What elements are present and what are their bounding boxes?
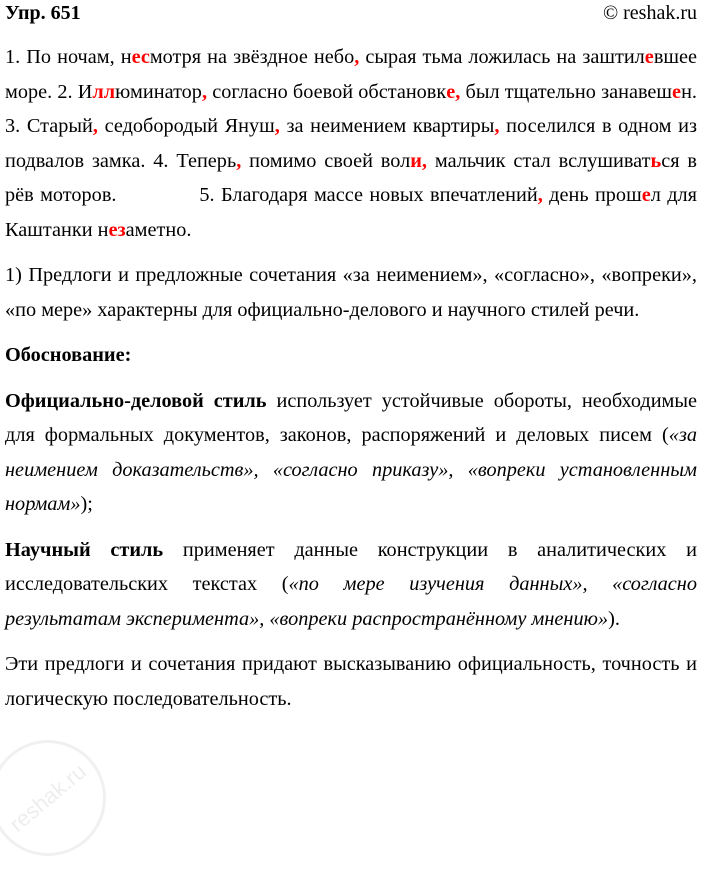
text-segment: помимо своей вол [241, 149, 411, 172]
highlighted-letter: е, [446, 80, 461, 103]
highlighted-letter: , [236, 149, 242, 172]
page-header [5, 0, 697, 30]
highlighted-letter: , [537, 184, 543, 206]
text-segment: юминатор [115, 80, 202, 103]
text-segment: сырая тьма ложилась на заштил [359, 46, 645, 68]
exercise-text [5, 40, 697, 247]
text-segment: л для Каштанки н [5, 184, 697, 241]
text-segment: мотря на звёздное небо [149, 46, 355, 68]
document-body [5, 40, 697, 727]
highlighted-letter: , [92, 115, 98, 137]
highlighted-letter: , [274, 115, 280, 137]
text-segment: седобородый Януш [97, 115, 275, 137]
justification-heading: Обоснование: [5, 344, 132, 366]
watermark-logo: reshak.ru [0, 716, 130, 879]
text-segment: за неимением квартиры [279, 115, 495, 137]
text-segment: вшее море. 2. И [5, 46, 698, 103]
text: использует устойчивые обороты, необходимые для формальных документов, законов, распоряжений и деловых писем ( [5, 389, 698, 446]
highlighted-letter: лл [92, 80, 116, 103]
highlighted-letter: , [354, 46, 360, 68]
highlighted-letter: ь [650, 149, 662, 172]
text-segment: 1. По ночам, н [5, 46, 132, 68]
text: применяет данные конструкции в аналитических и исследовательских текстах ( [5, 538, 697, 595]
answer-1: 1) Предлоги и предложные сочетания «за неимением», «согласно», «вопреки», «по мере» характерны для официально-делового и научного стилей речи. [5, 264, 697, 321]
text: ). [608, 607, 620, 630]
highlighted-letter: е [672, 80, 682, 103]
term: Научный стиль [5, 538, 164, 561]
term: Официально-деловой стиль [5, 389, 267, 412]
text-segment: день прош [542, 184, 642, 206]
exercise-title: Упр. 651 [5, 2, 81, 24]
text-segment: согласно боевой обстановк [207, 80, 447, 103]
scientific-style-paragraph [5, 533, 697, 637]
text-segment: был тщательно занавеш [460, 80, 673, 103]
highlighted-letter: ез [108, 218, 126, 241]
highlighted-letter: , [494, 115, 500, 137]
highlighted-letter: ес [131, 46, 150, 68]
highlighted-letter: и, [410, 149, 428, 172]
highlighted-letter: , [201, 80, 208, 103]
text-segment: аметно. [125, 218, 192, 241]
highlighted-letter: е [641, 184, 651, 206]
examples: «по мере изучения данных», «согласно результатам эксперимента», «вопреки распространённому мнению» [5, 573, 698, 630]
official-style-paragraph [5, 384, 697, 522]
highlighted-letter: е [644, 46, 654, 68]
text-segment: н. 3. Старый [5, 80, 697, 137]
copyright: © reshak.ru [602, 2, 697, 24]
conclusion: Эти предлоги и сочетания придают высказыванию официальность, точность и логическую последовательность. [5, 653, 697, 710]
text-segment: поселился в одном из подвалов замка. 4. Теперь [5, 115, 697, 172]
text: ); [80, 493, 93, 515]
text-segment: мальчик стал вслушиват [427, 149, 651, 172]
examples: «за неимением доказательств», «согласно приказу», «вопреки установленным нормам» [5, 424, 697, 515]
text-segment: ся в рёв моторов. 5. Благодаря массе новых впечатлений [5, 149, 697, 206]
